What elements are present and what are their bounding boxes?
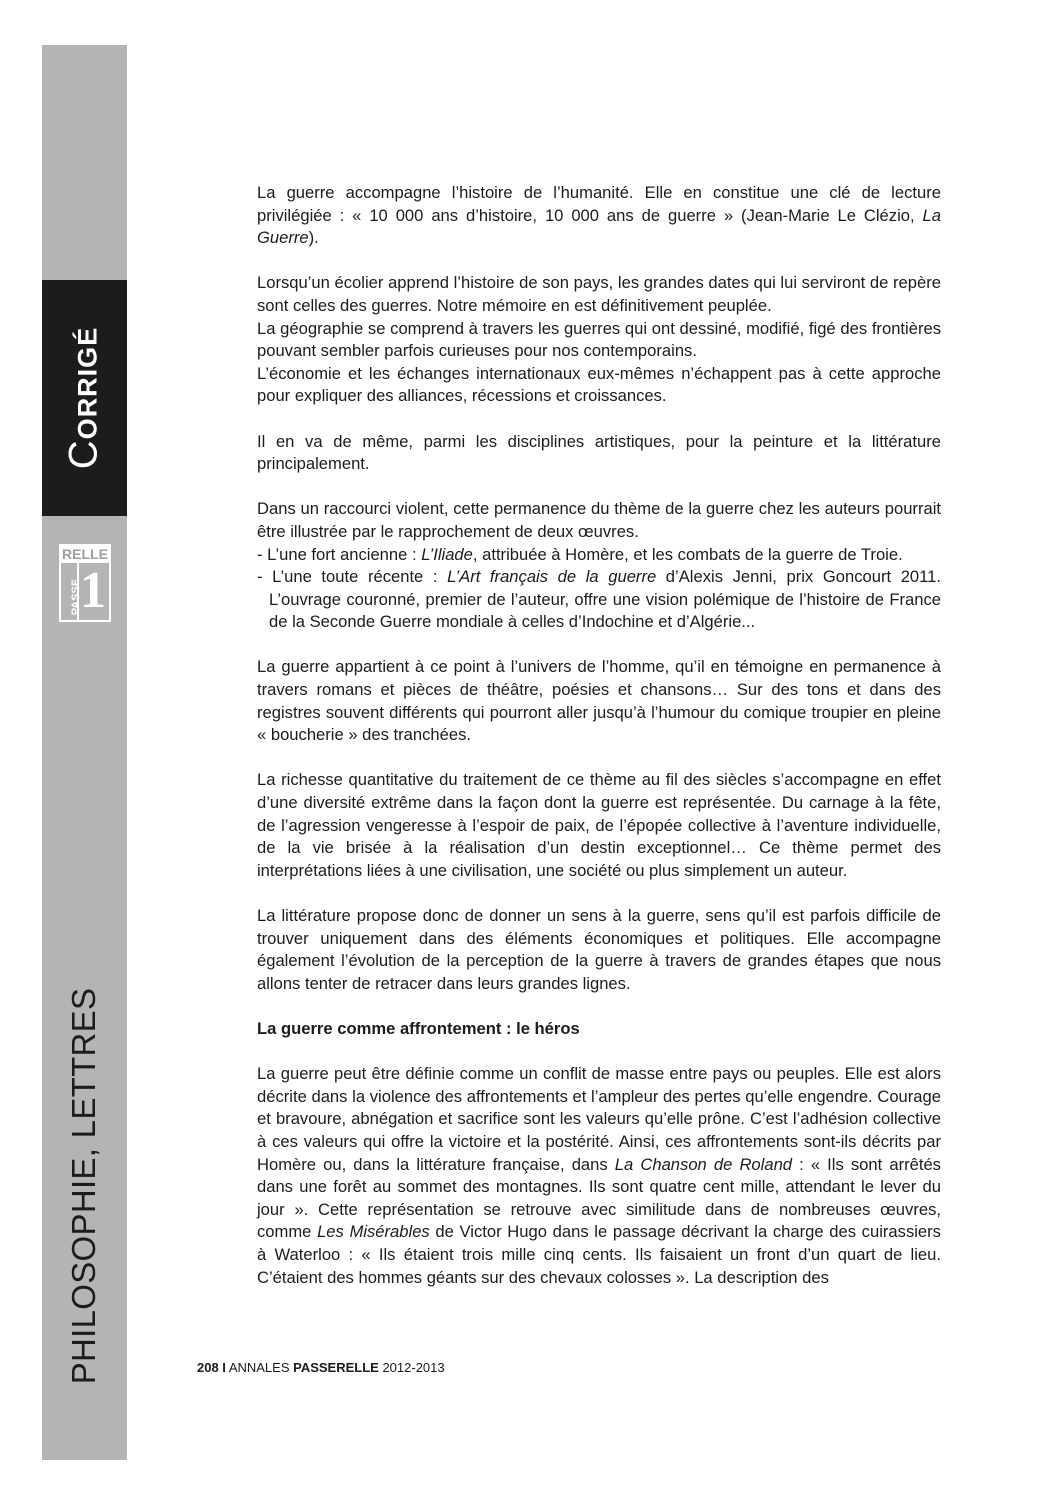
page-number: 208 I [197,1360,226,1375]
footer-years: 2012-2013 [378,1360,445,1375]
paragraph: La guerre appartient à ce point à l’univers de l’homme, qu’il en témoigne en permanence à travers romans et pièces de théâtre, poésies et chansons… Sur des tons et dans des registres souvent différents qui pourront aller jusqu’à l’humour du comique troupier en pleine « boucherie » des tranchées. [257,657,941,745]
section-label [62,327,107,469]
section-label-rest: ORRIGÉ [72,326,103,440]
paragraph: Lorsqu’un écolier apprend l’histoire de son pays, les grandes dates qui lui serviront de repère sont celles des guerres. Notre mémoire en est définitivement peuplée. [257,273,941,315]
footer-annales: ANNALES [225,1360,294,1375]
page-footer [197,1360,445,1375]
logo-top-text: RELLE [62,546,108,562]
list-item: - L’une toute récente : L’Art français de la guerre d’Alexis Jenni, prix Goncourt 2011. L’ouvrage couronné, premier de l’auteur, offre une vision polémique de l’histoire de France de la Seconde Guerre mondiale à celles d’Indochine et d’Algérie... [257,567,941,632]
paragraph: L’économie et les échanges internationaux eux-mêmes n’échappent pas à cette approche pour expliquer des alliances, récessions et croissances. [257,363,941,406]
list-item: - L’une fort ancienne : L’Iliade, attribuée à Homère, et les combats de la guerre de Troie. [257,544,903,564]
logo-number: 1 [80,562,106,619]
section-label-initial: C [61,439,106,470]
paragraph: La géographie se comprend à travers les guerres qui ont dessiné, modifié, figé des frontières pouvant sembler parfois curieuses pour nos contemporains. [257,318,941,361]
article-body [257,182,941,1312]
footer-brand: PASSERELLE [293,1360,379,1375]
paragraph: La guerre accompagne l’histoire de l’humanité. Elle en constitue une clé de lecture privilégiée : « 10 000 ans d’histoire, 10 000 ans de guerre » (Jean-Marie Le Clézio, La Guerre). [257,183,941,248]
logo-side-text: PASSE [70,578,82,616]
subject-title: PHILOSOPHIE, LETTRES [65,987,102,1385]
paragraph: La richesse quantitative du traitement de ce thème au fil des siècles s’accompagne en effet d’une diversité extrême dans la façon dont la guerre est représentée. Du carnage à la fête, de l’agression vengeresse à l’espoir de paix, de l’épopée collective à l’aventure individuelle, de la vie brisée à la réalisation d’un destin exceptionnel… Ce thème permet des interprétations liées à une civilisation, une société ou plus simplement un auteur. [257,770,941,880]
section-heading: La guerre comme affrontement : le héros [257,1018,580,1038]
paragraph: La littérature propose donc de donner un sens à la guerre, sens qu’il est parfois difficile de trouver uniquement dans des éléments économiques et politiques. Elle accompagne également l’évolution de la perception de la guerre à travers de grandes étapes que nous allons tenter de retracer dans leurs grandes lignes. [257,906,941,993]
paragraph: Dans un raccourci violent, cette permanence du thème de la guerre chez les auteurs pourrait être illustrée par le rapprochement de deux œuvres. [257,499,941,541]
paragraph: Il en va de même, parmi les disciplines artistiques, pour la peinture et la littérature principalement. [257,431,941,474]
passerelle-logo [59,544,111,622]
paragraph: La guerre peut être définie comme un conflit de masse entre pays ou peuples. Elle est alors décrite dans la violence des affrontements et l’ampleur des pertes qu’elle engendre. Courage et bravoure, abnégation et sacrifice sont les valeurs qu’elle prône. C’est l’adhésion collective à ces valeurs qui offre la victoire et la postérité. Ainsi, ces affrontements sont-ils décrits par Homère ou, dans la littérature française, dans La Chanson de Roland : « Ils sont arrêtés dans une forêt au sommet des montagnes. Ils sont quatre cent mille, attendant le lever du jour ». Cette représentation se retrouve avec similitude dans de nombreuses œuvres, comme Les Misérables de Victor Hugo dans le passage décrivant la charge des cuirassiers à Waterloo : « Ils étaient trois mille cinq cents. Ils faisaient un front d’un quart de lieu. C’étaient des hommes géants sur des chevaux colosses ». La description des [257,1064,941,1287]
